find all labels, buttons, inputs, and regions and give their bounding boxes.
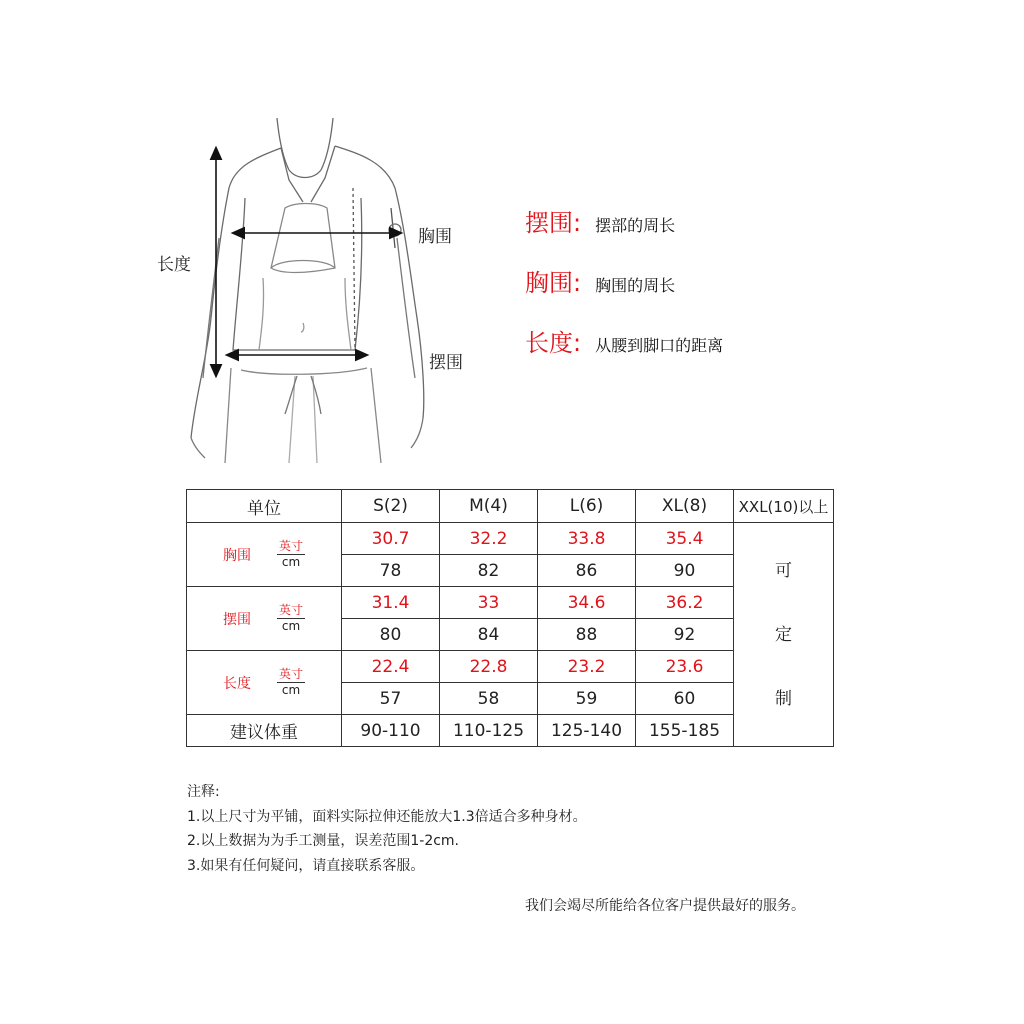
inch-value-cell: 32.2 <box>440 523 538 555</box>
table-header-row <box>187 490 834 523</box>
inch-value-cell: 36.2 <box>636 587 734 619</box>
legend-description: 胸围的周长 <box>595 276 676 295</box>
legend-description: 摆部的周长 <box>595 216 676 235</box>
chest-measure-label: 胸围 <box>418 227 452 247</box>
inch-value-cell: 23.6 <box>636 651 734 683</box>
custom-char: 可 <box>775 560 792 581</box>
unit-cm: cm <box>281 555 301 569</box>
row-label-cell <box>187 587 342 651</box>
row-label: 长度 <box>222 675 251 692</box>
cm-value-cell: 59 <box>538 683 636 715</box>
legend-term: 摆围 <box>525 209 573 237</box>
legend-term: 胸围 <box>525 269 573 297</box>
inch-value-cell: 33.8 <box>538 523 636 555</box>
cm-value-cell: 88 <box>538 619 636 651</box>
note-item: 2.以上数据为为手工测量，误差范围1-2cm. <box>187 833 460 849</box>
weight-label-cell: 建议体重 <box>187 715 342 747</box>
cm-value-cell: 57 <box>342 683 440 715</box>
note-item: 1.以上尺寸为平铺，面料实际拉伸还能放大1.3倍适合多种身材。 <box>187 808 587 825</box>
inch-value-cell: 35.4 <box>636 523 734 555</box>
notes-section <box>187 780 587 878</box>
header-cell: M(4) <box>440 490 538 523</box>
legend-description: 从腰到脚口的距离 <box>595 336 724 355</box>
cm-value-cell: 84 <box>440 619 538 651</box>
garment-sketch-illustration <box>185 118 485 463</box>
unit-indicator <box>277 667 305 698</box>
inch-value-cell: 30.7 <box>342 523 440 555</box>
unit-inch: 英寸 <box>278 603 303 617</box>
header-cell: XXL(10)以上 <box>734 490 834 523</box>
hem-measure-label: 摆围 <box>429 353 463 373</box>
row-label-cell <box>187 523 342 587</box>
unit-inch: 英寸 <box>278 539 303 553</box>
inch-value-cell: 22.8 <box>440 651 538 683</box>
cm-value-cell: 60 <box>636 683 734 715</box>
unit-cm: cm <box>281 683 301 697</box>
weight-value-cell: 110-125 <box>440 715 538 747</box>
cm-value-cell: 82 <box>440 555 538 587</box>
service-footer-text: 我们会竭尽所能给各位客户提供最好的服务。 <box>525 898 805 914</box>
legend-colon: : <box>573 209 582 237</box>
header-cell: 单位 <box>187 490 342 523</box>
inch-value-cell: 33 <box>440 587 538 619</box>
row-label: 摆围 <box>222 611 251 628</box>
weight-value-cell: 90-110 <box>342 715 440 747</box>
custom-char: 定 <box>775 624 792 645</box>
legend-colon: : <box>573 329 582 357</box>
cm-value-cell: 58 <box>440 683 538 715</box>
legend-item-length <box>525 323 723 358</box>
cm-value-cell: 78 <box>342 555 440 587</box>
table-row <box>187 523 834 555</box>
cm-value-cell: 90 <box>636 555 734 587</box>
header-cell: S(2) <box>342 490 440 523</box>
legend-term: 长度 <box>525 329 573 357</box>
legend-item-hem <box>525 203 675 238</box>
header-cell: XL(8) <box>636 490 734 523</box>
custom-size-cell <box>734 523 834 747</box>
note-item: 3.如果有任何疑问，请直接联系客服。 <box>187 857 425 874</box>
weight-value-cell: 125-140 <box>538 715 636 747</box>
unit-indicator <box>277 603 305 634</box>
custom-char: 制 <box>775 688 792 709</box>
cm-value-cell: 80 <box>342 619 440 651</box>
unit-inch: 英寸 <box>278 667 303 681</box>
notes-heading: 注释: <box>187 784 220 800</box>
inch-value-cell: 34.6 <box>538 587 636 619</box>
length-measure-label: 长度 <box>157 255 191 275</box>
cm-value-cell: 92 <box>636 619 734 651</box>
unit-cm: cm <box>281 619 301 633</box>
size-chart-table <box>186 489 834 747</box>
row-label: 胸围 <box>222 547 251 564</box>
inch-value-cell: 31.4 <box>342 587 440 619</box>
weight-value-cell: 155-185 <box>636 715 734 747</box>
legend-item-chest <box>525 263 675 298</box>
inch-value-cell: 23.2 <box>538 651 636 683</box>
inch-value-cell: 22.4 <box>342 651 440 683</box>
header-cell: L(6) <box>538 490 636 523</box>
cm-value-cell: 86 <box>538 555 636 587</box>
unit-indicator <box>277 539 305 570</box>
row-label-cell <box>187 651 342 715</box>
legend-colon: : <box>573 269 582 297</box>
